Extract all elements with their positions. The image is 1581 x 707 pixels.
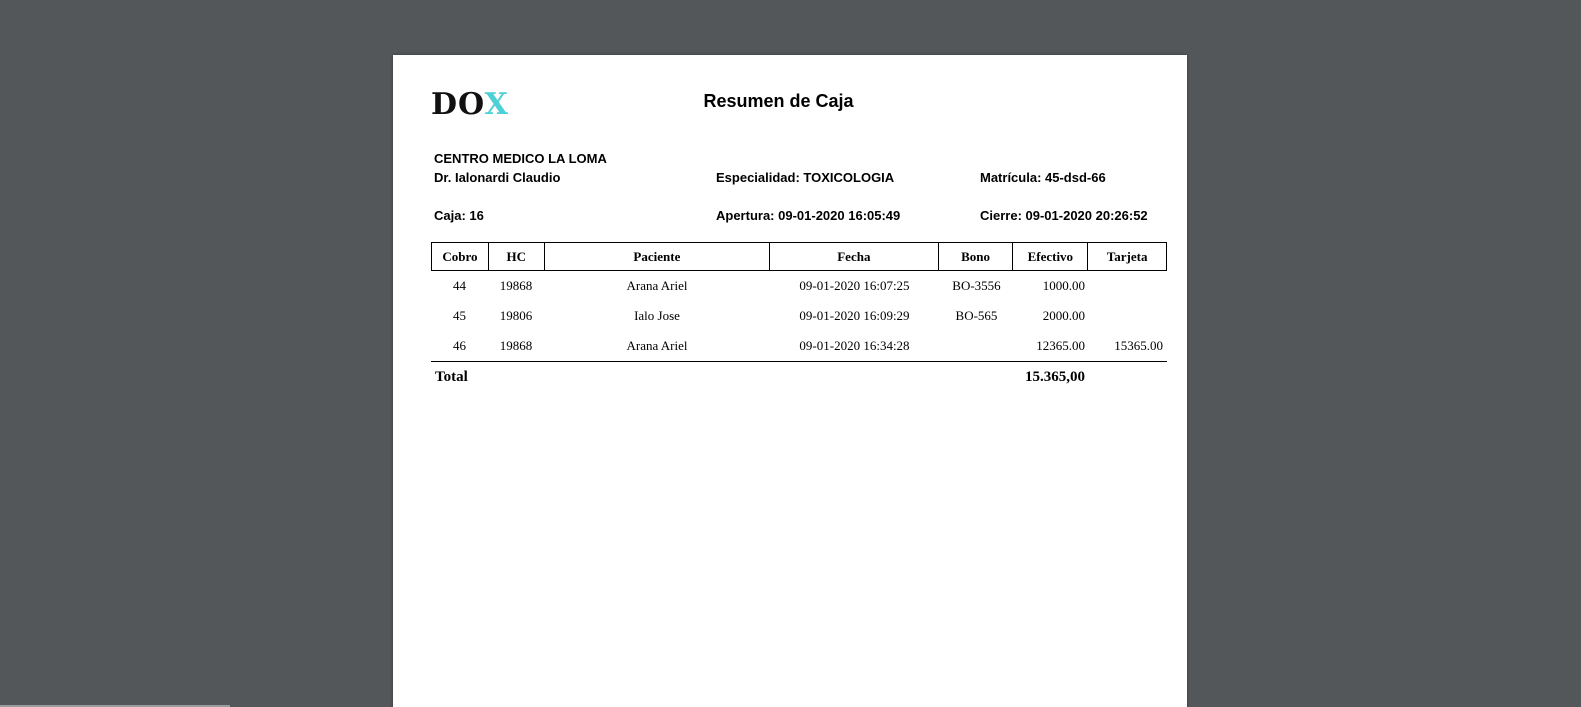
logo-accent: X xyxy=(484,87,509,122)
cell-hc: 19868 xyxy=(499,338,533,353)
cell-paciente: Arana Ariel xyxy=(626,338,688,353)
cell-efectivo: 1000.00 xyxy=(1042,278,1085,293)
cell-bono: BO-3556 xyxy=(952,278,1001,293)
header-cobro: Cobro xyxy=(432,243,489,270)
cell-efectivo: 12365.00 xyxy=(1036,338,1085,353)
closing-time: Cierre: 09-01-2020 20:26:52 xyxy=(980,208,1148,223)
header-hc: HC xyxy=(489,243,545,270)
cell-tarjeta xyxy=(1089,271,1167,301)
report-title: Resumen de Caja xyxy=(703,91,854,111)
table-header xyxy=(431,242,1167,271)
cell-paciente: Arana Ariel xyxy=(626,278,688,293)
cell-fecha: 09-01-2020 16:07:25 xyxy=(799,278,910,293)
header-fecha: Fecha xyxy=(770,243,939,270)
doctor-name: Dr. Ialonardi Claudio xyxy=(434,170,561,185)
total-label: Total xyxy=(435,369,468,385)
cell-bono xyxy=(939,331,1014,361)
license-number: Matrícula: 45-dsd-66 xyxy=(980,170,1106,185)
header-efectivo: Efectivo xyxy=(1013,243,1088,270)
center-name: CENTRO MEDICO LA LOMA xyxy=(434,151,607,166)
total-row xyxy=(431,362,1167,392)
cell-hc: 19806 xyxy=(499,308,533,323)
specialty: Especialidad: TOXICOLOGIA xyxy=(716,170,895,185)
table-row xyxy=(431,301,1167,331)
cell-cobro: 45 xyxy=(453,308,466,323)
table-row xyxy=(431,271,1167,301)
cell-cobro: 44 xyxy=(453,278,466,293)
cell-efectivo: 2000.00 xyxy=(1042,308,1085,323)
cell-tarjeta: 15365.00 xyxy=(1114,338,1163,353)
dox-logo xyxy=(431,88,509,122)
cell-cobro: 46 xyxy=(453,338,466,353)
cell-hc: 19868 xyxy=(499,278,533,293)
header-paciente: Paciente xyxy=(545,243,770,270)
table-row xyxy=(431,331,1167,361)
cell-bono: BO-565 xyxy=(955,308,998,323)
cash-register-number: Caja: 16 xyxy=(434,208,484,223)
logo-main: DO xyxy=(431,87,485,122)
document-page xyxy=(393,55,1187,707)
total-value: 15.365,00 xyxy=(1025,369,1085,385)
total-spacer xyxy=(939,362,1014,392)
payments-table xyxy=(431,242,1167,392)
cell-paciente: Ialo Jose xyxy=(634,308,680,323)
cell-fecha: 09-01-2020 16:34:28 xyxy=(799,338,910,353)
header-bono: Bono xyxy=(939,243,1014,270)
opening-time: Apertura: 09-01-2020 16:05:49 xyxy=(716,208,901,223)
cell-tarjeta xyxy=(1089,301,1167,331)
cell-fecha: 09-01-2020 16:09:29 xyxy=(799,308,910,323)
header-tarjeta: Tarjeta xyxy=(1106,249,1148,264)
